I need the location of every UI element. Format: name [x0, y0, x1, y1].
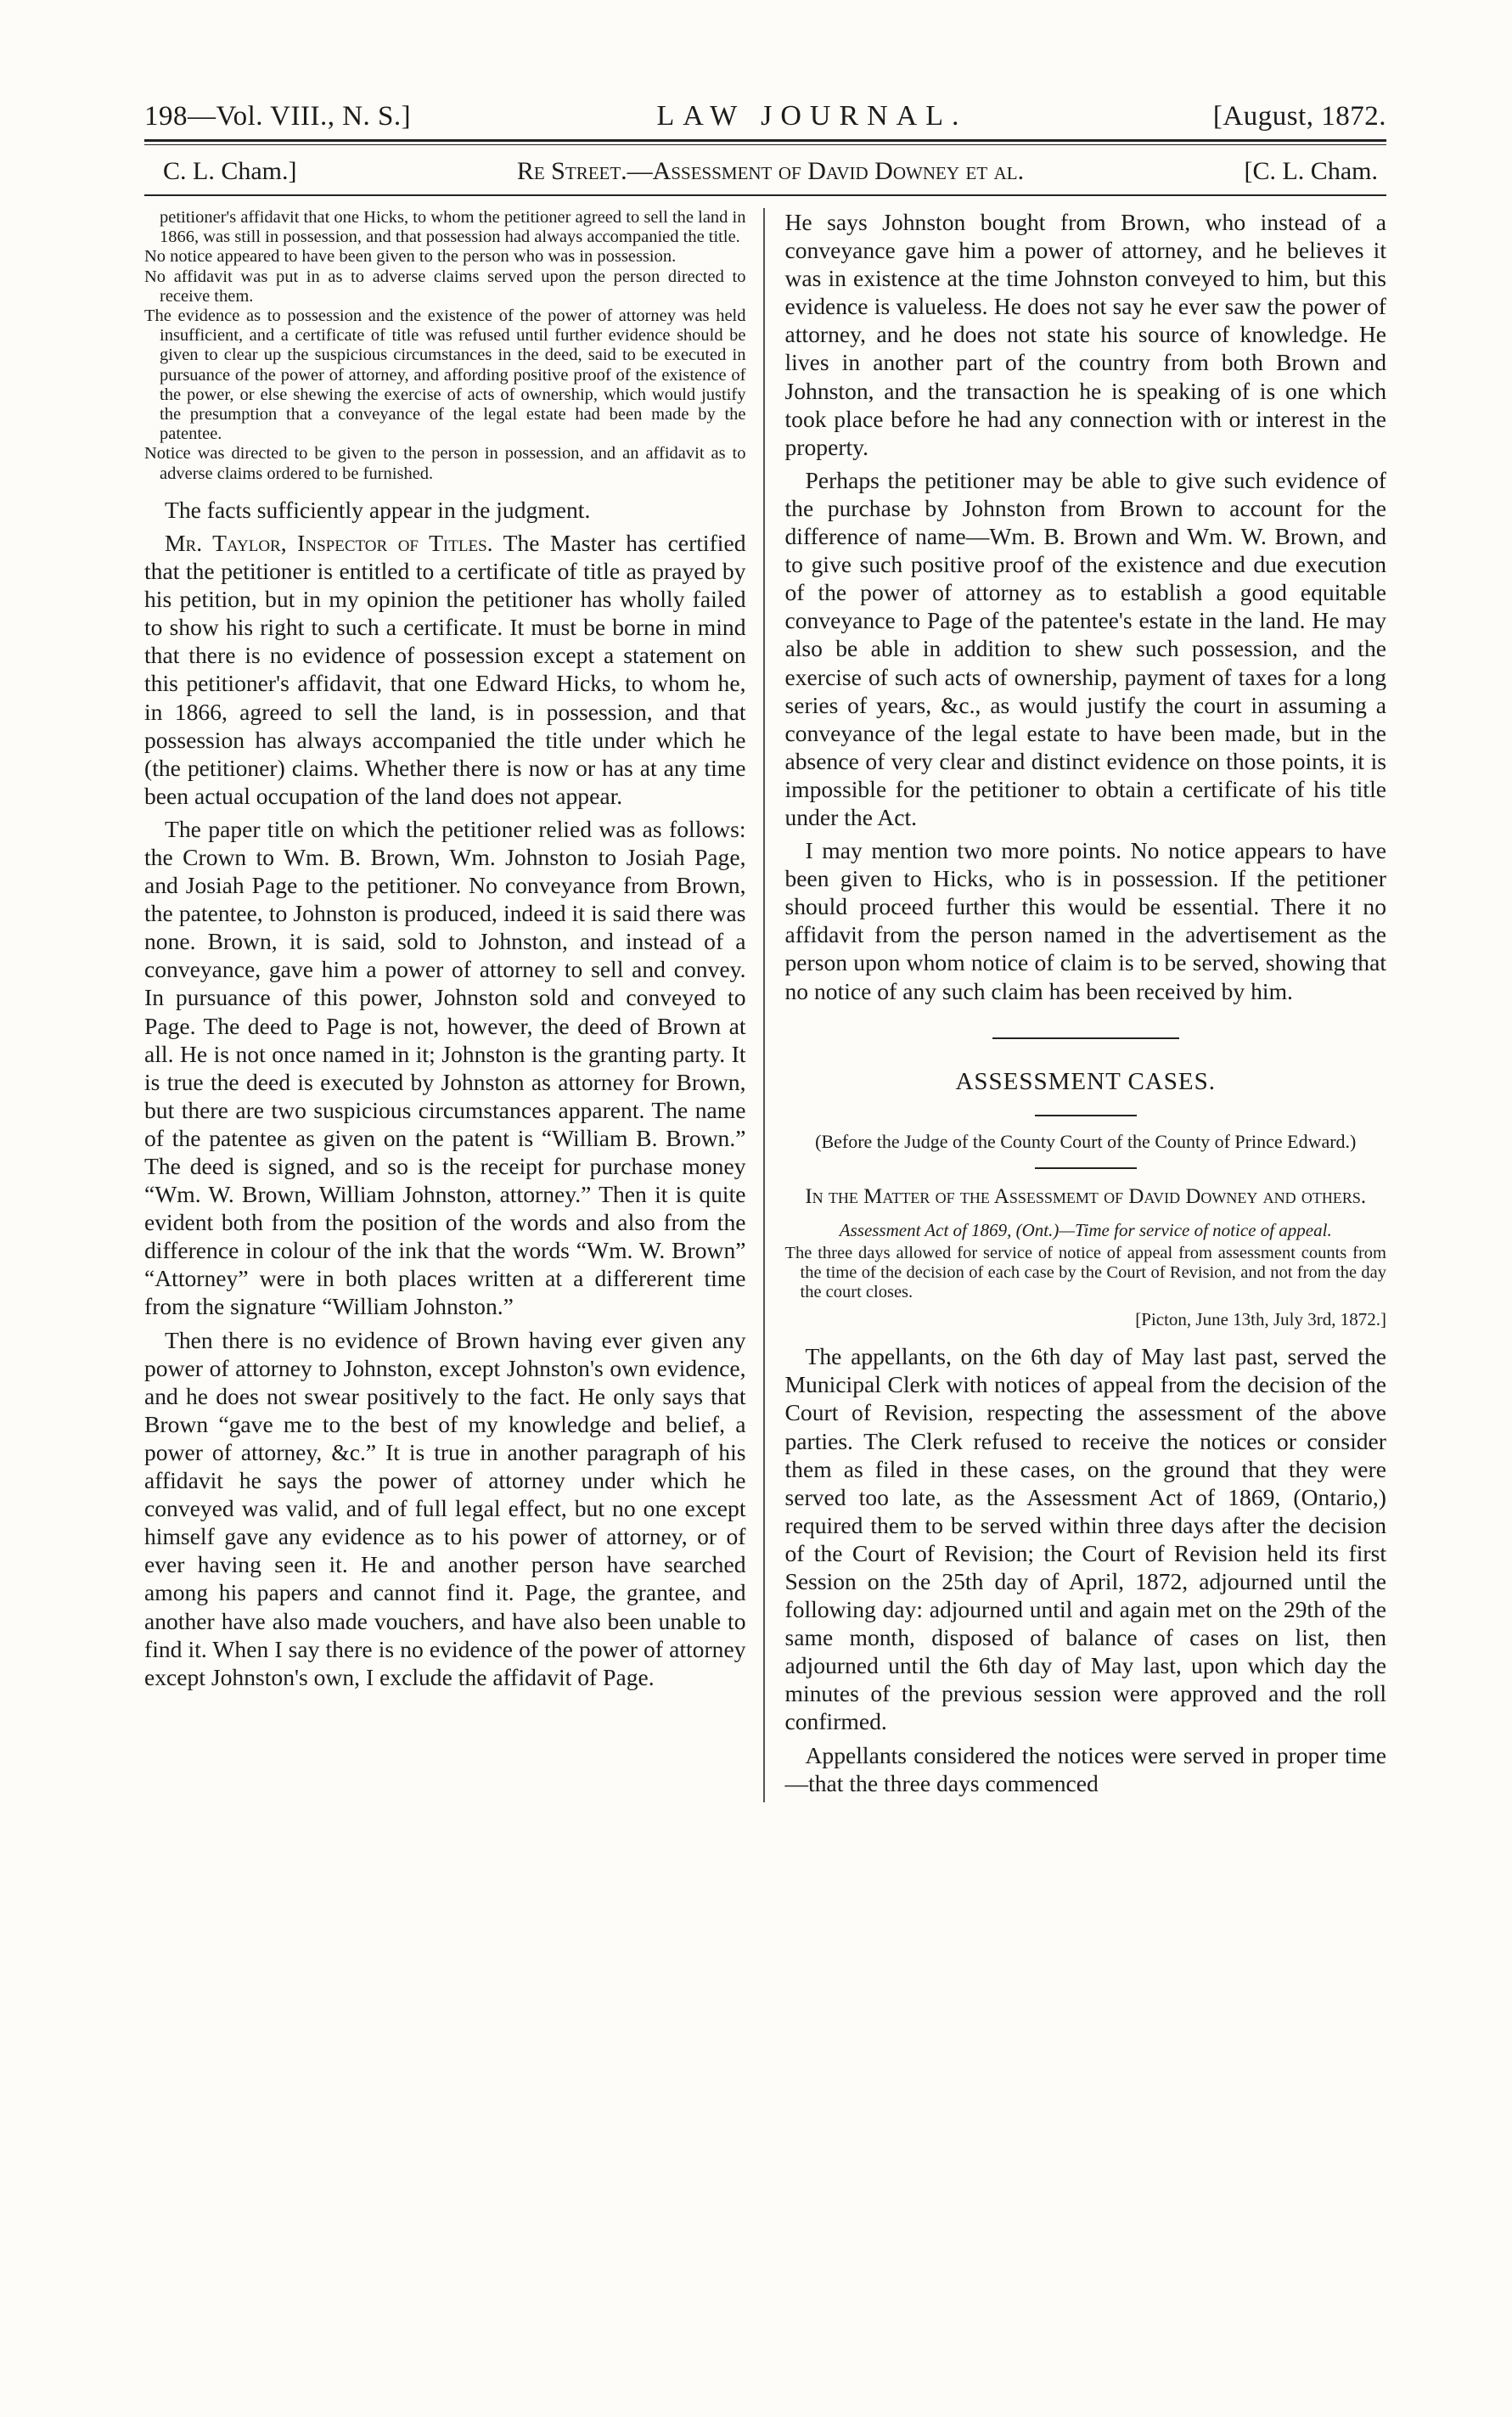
- case-header: [144, 157, 1386, 186]
- judgment-paragraph: Perhaps the petitioner may be able to give such evidence of the purchase by Johnston from Brown to account for the difference of name—Wm. B. Brown and Wm. W. Brown, and to give such positive proof of the existence and due execution of the power of attorney as to establish a good equitable conveyance to Page of the patentee's estate in the land. He may also be able in addition to shew such possession, and the exercise of such acts of ownership, payment of taxes for a long series of years, &c., as would justify the court in assuming a conveyance of the legal estate to have been made, but in the absence of very clear and distinct evidence on those points, it is impossible for the petitioner to obtain a certificate of his title under the Act.: [784, 466, 1386, 830]
- journal-title: LAW JOURNAL.: [656, 100, 968, 132]
- section-title: ASSESSMENT CASES.: [955, 1067, 1217, 1095]
- act-note: Assessment Act of 1869, (Ont.)—Time for service of notice of appeal.: [839, 1219, 1332, 1240]
- court-left: C. L. Cham.]: [163, 157, 297, 185]
- assessment-headnote: The three days allowed for service of notice of appeal from assessment counts from the time of the decision of each case by the Court of Revision, and not from the day the court closes.: [784, 1243, 1386, 1302]
- speaker: Mr. Taylor, Inspector of Titles.: [165, 529, 493, 556]
- header-rule: [144, 139, 1386, 145]
- page-volume: 198—Vol. VIII., N. S.]: [144, 101, 412, 132]
- headnote: The evidence as to possession and the existence of the power of attorney was held insufficient, and a certificate of title was refused until further evidence should be given to clear up the suspicious circumstances in the deed, said to be executed in pursuance of the power of attorney, and affording positive proof of the existence of the power, or else shewing the exercise of acts of ownership, which would justify the presumption that a conveyance of the legal estate had been made by the patentee.: [144, 306, 746, 444]
- issue-date: [August, 1872.: [1212, 101, 1386, 132]
- section-divider: [992, 1037, 1179, 1039]
- judgment-paragraph: I may mention two more points. No notice appears to have been given to Hicks, who is in possession. If the petitioner should proceed further this would be essential. There it no affidavit from the person named in the advertisement as the person upon whom notice of claim is to be served, showing that no notice of any such claim has been received by him.: [784, 837, 1386, 1004]
- headnote: No notice appeared to have been given to the person who was in possession.: [144, 247, 677, 267]
- judgment-text: [144, 496, 746, 1691]
- headnotes: [144, 208, 746, 484]
- assessment-text: [785, 1342, 1387, 1797]
- headnote: petitioner's affidavit that one Hicks, to whom the petitioner agreed to sell the land in 1866, was still in possession, and that possession had always accompanied the title.: [160, 208, 746, 247]
- court-note: (Before the Judge of the County Court of the County of Prince Edward.): [815, 1130, 1357, 1152]
- assessment-paragraph: Appellants considered the notices were served in proper time—that the three days commenced: [784, 1741, 1386, 1796]
- case-header-rule: [144, 194, 1386, 196]
- judgment-continued: [785, 208, 1387, 1005]
- case-running-title: Re Street.—Assessment of David Downey et al.: [516, 157, 1025, 185]
- judgment-paragraph: The paper title on which the petitioner relied was as follows: the Crown to Wm. B. Brown, Wm. Johnston to Josiah Page, and Josiah Page to the petitioner. No conveyance from Brown, the patentee, to Johnston is produced, indeed it is said there was none. Brown, it is said, sold to Johnston, and instead of a conveyance, gave him a power of attorney to sell and convey. In pursuance of this power, Johnston sold and conveyed to Page. The deed to Page is not, however, the deed of Brown at all. He is not once named in it; Johnston is the granting party. It is true the deed is executed by Johnston as attorney for Brown, but there are two suspicious circumstances apparent. The name of the patentee as given on the patent is “William B. Brown.” The deed is signed, and so is the receipt for purchase money “Wm. W. Brown, William Johnston, attorney.” Then it is quite evident both from the position of the words and also from the difference in colour of the ink that the words “Wm. W. Brown” “Attorney” were in both places written at a differerent time from the signature “William Johnston.”: [144, 815, 746, 1320]
- assessment-paragraph: The appellants, on the 6th day of May last past, served the Municipal Clerk with notices of appeal from the decision of the Court of Revision, respecting the assessment of the above parties. The Clerk refused to receive the notices or consider them as filed in these cases, on the ground that they were served too late, as the Assessment Act of 1869, (Ontario,) required them to be served within three days after the decision of the Court of Revision; the Court of Revision held its first Session on the 25th day of April, 1872, adjourned until the following day: adjourned until and again met on the 29th of the same month, disposed of balance of cases on list, then adjourned until the 6th day of May last, upon which day the minutes of the previous session were approved and the roll confirmed.: [784, 1343, 1386, 1735]
- judgment-paragraph: Mr. Taylor, Inspector of Titles. The Master has certified that the petitioner is entitled to a certificate of title as prayed by his petition, but in my opinion the petitioner has wholly failed to show his right to such a certificate. It must be borne in mind that there is no evidence of possession except a statement on this petitioner's affidavit, that one Edward Hicks, to whom he, in 1866, agreed to sell the land, is in possession, and that possession has always accompanied the title under which he (the petitioner) claims. Whether there is now or has at any time been actual occupation of the land does not appear.: [144, 529, 746, 809]
- two-column-body: [144, 208, 1386, 1802]
- judgment-paragraph: Then there is no evidence of Brown having ever given any power of attorney to Johnston, except Johnston's own evidence, and he does not swear positively to the fact. He only says that Brown “gave me to the best of my knowledge and belief, a power of attorney, &c.” It is true in another paragraph of his affidavit he says the power of attorney under which he conveyed was valid, and of full legal effect, but no one except himself gave any evidence as to his power of attorney, or of ever having seen it. He and another person have searched among his papers and cannot find it. Page, the grantee, and another have also made vouchers, and have also been unable to find it. When I say there is no evidence of the power of attorney except Johnston's own, I exclude the affidavit of Page.: [144, 1326, 746, 1690]
- matter-title: In the Matter of the Assessmemt of David Downey and others.: [805, 1184, 1367, 1208]
- case-date: [Picton, June 13th, July 3rd, 1872.]: [1135, 1309, 1386, 1330]
- court-right: [C. L. Cham.: [1244, 157, 1378, 185]
- headnote: No affidavit was put in as to adverse claims served upon the person directed to receive them.: [144, 267, 746, 306]
- judgment-paragraph: He says Johnston bought from Brown, who instead of a conveyance gave him a power of attorney, and he believes it was in existence at the time Johnston conveyed to him, but this evidence is valueless. He does not say he ever saw the power of attorney, and he does not state his source of knowledge. He lives in another part of the country from both Brown and Johnston, and the transaction he is speaking of is one which took place before he had any connection with or interest in the property.: [784, 209, 1386, 460]
- right-column: [765, 208, 1387, 1802]
- title-divider: [1035, 1115, 1137, 1116]
- court-divider: [1035, 1167, 1137, 1169]
- running-header: [144, 0, 1386, 132]
- headnote: Notice was directed to be given to the person in possession, and an affidavit as to adverse claims ordered to be furnished.: [144, 444, 746, 483]
- facts-line: The facts sufficiently appear in the judgment.: [165, 496, 591, 523]
- left-column: [144, 208, 765, 1802]
